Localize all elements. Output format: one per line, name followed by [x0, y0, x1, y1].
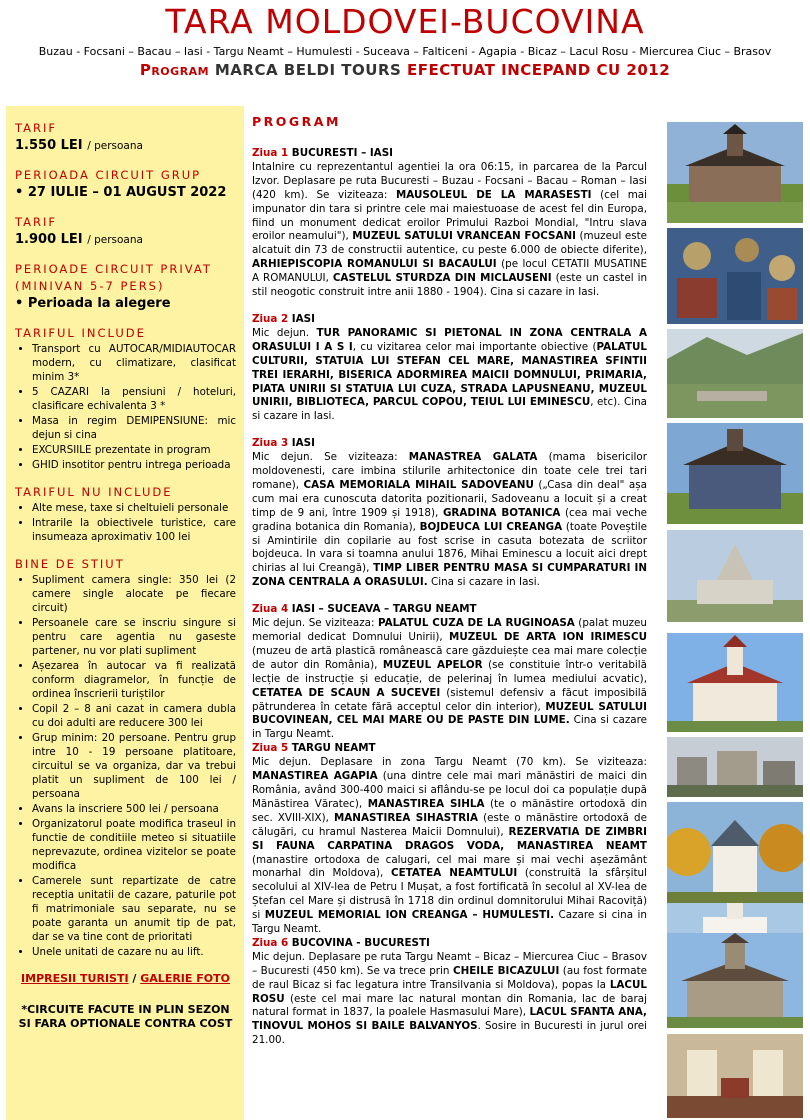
- day-number: Ziua 6: [252, 936, 289, 949]
- include-heading: TARIFUL INCLUDE: [15, 326, 146, 340]
- tarif2-value: [15, 231, 236, 249]
- day-number: Ziua 1: [252, 147, 289, 159]
- body-text: (muzeul este alcatuit din 73 de constructii autentice, cu peste 6.000 de obiecte diferite),: [252, 230, 648, 257]
- list-item: • EXCURSIILE prezentate in program: [32, 443, 236, 457]
- bine-section: [15, 556, 236, 959]
- include-list: [15, 342, 236, 472]
- body-text: (cel mai impunator din tara si printre cele mai maiestuoase de acest fel din Europa, fiind un monument dedicat eroilor Primului Razboi Mondial, "Intru slava eroilor neamului"),: [252, 188, 648, 243]
- page-title: TARA MOLDOVEI-BUCOVINA: [165, 2, 645, 41]
- link-separator: /: [128, 972, 141, 985]
- highlight-text: PALATUL CULTURII, STATUIA LUI STEFAN CEL MARE, MANASTIREA SFINTII TREI IERARHI, BISERICA ADORMIREA MAICII DOMNULUI, PRIMARIA, PIATA UNIRII SI STATUIA LUI CUZA, STRADA LAPUSNEANU, MUZEUL UNIRII, BIBLIOTECA, PARCUL COPOU, TEIUL LUI EMINESCU: [252, 340, 648, 409]
- highlight-text: MAUSOLEUL DE LA MARASESTI: [395, 188, 592, 201]
- day-heading: [252, 742, 647, 756]
- day-heading: [252, 313, 647, 327]
- body-text: (cea mai veche gradina botanica din Romania),: [252, 506, 647, 533]
- body-text: (te o mănăstire ortodoxă din sec. XVIII-XIX),: [252, 797, 647, 824]
- list-item: • Copil 2 – 8 ani cazat in camera dubla cu doi adulti are reducere 300 lei: [32, 702, 236, 730]
- valley-photo: [667, 329, 803, 418]
- day-route: IASI: [288, 312, 315, 325]
- highlight-text: MUZEUL MEMORIAL ION CREANGA – HUMULESTI.: [264, 909, 555, 922]
- day-number: Ziua 4: [252, 603, 289, 616]
- day-paragraph: [252, 313, 647, 424]
- highlight-text: REZERVATIA DE ZIMBRI SI FAUNA CARPATINA DRAGOS VODA, MANASTIREA NEAMT: [252, 825, 647, 852]
- body-text: (construită la sfârșitul secolului al XIV-lea de Petru I Mușat, a fost fortificată în secolul al XV-lea de Ștefan cel Mare și distrusă în 1718 din ordinul domnitorului Mihai Racoviță) si: [252, 867, 647, 922]
- tarif2-price: 1.900 LEI: [15, 232, 83, 247]
- body-text: Mic dejun. Se viziteaza:: [252, 451, 409, 464]
- body-text: (manastire ortodoxa de calugari, cel mai mare și mai vechi așezământ monarhal din Moldova),: [252, 853, 647, 880]
- highlight-text: CASTELUL STURDZA DIN MICLAUSENI: [332, 272, 552, 285]
- day-heading: [252, 147, 647, 161]
- list-item: • Alte mese, taxe si cheltuieli personale: [32, 501, 236, 515]
- stone-church-photo: [667, 933, 803, 1028]
- impresii-link[interactable]: IMPRESII TURISTI: [21, 972, 129, 985]
- highlight-text: MUZEUL DE ARTA ION IRIMESCU: [449, 631, 647, 643]
- highlight-text: PALATUL CUZA DE LA RUGINOASA: [377, 617, 575, 630]
- tarif-price: 1.550 LEI: [15, 138, 83, 153]
- tarif-value: [15, 137, 236, 155]
- bine-list: [15, 573, 236, 959]
- bine-heading: BINE DE STIUT: [15, 557, 125, 571]
- day-route: IASI: [288, 437, 315, 450]
- body-text: (sistemul defensiv a făcut imposibilă pătrunderea în cetate fără acceptul celor din interior),: [252, 686, 647, 713]
- not-include-list: [15, 501, 236, 544]
- body-text: (toate Poveștile si Amintirile din copilarie au fost scrise in casuta botezata de scriitor bojdeuca. In vara si toamna anului 1876, Mihai Eminescu a locuit aici drept chirias al lui Creangă),: [252, 520, 647, 575]
- tarif2-unit: / persoana: [87, 234, 143, 246]
- body-text: (au fost formate de raul Bicaz si fac legatura intre Transilvania si Moldova), popas la: [252, 964, 647, 991]
- highlight-text: CETATEA DE SCAUN A SUCEVEI: [252, 686, 441, 699]
- perioada-section: [15, 167, 236, 202]
- season-note: *CIRCUITE FACUTE IN PLIN SEZON SI FARA OPTIONALE CONTRA COST: [18, 1003, 233, 1030]
- highlight-text: MANASTIREA AGAPIA: [252, 770, 378, 783]
- brand-line: [0, 60, 810, 80]
- highlight-text: MANASTREA GALATA: [408, 451, 538, 464]
- brand-part-2: MARCA BELDI TOURS: [214, 61, 402, 79]
- body-text: Mic dejun. Deplasare pe ruta Targu Neamt – Bicaz – Miercurea Ciuc – Brasov – Bucuresti (450 km). Se va trece prin: [252, 950, 647, 977]
- days-container: [252, 147, 647, 1048]
- body-text: . Sosire in Bucuresti in jurul orei 21.00.: [252, 1020, 647, 1047]
- mausoleum-photo: [667, 530, 803, 622]
- not-include-heading: TARIFUL NU INCLUDE: [15, 485, 173, 499]
- day-heading: [252, 603, 647, 617]
- list-item: • Avans la inscriere 500 lei / persoana: [32, 802, 236, 816]
- highlight-text: CETATEA NEAMTULUI: [391, 867, 518, 880]
- day-paragraph: [252, 437, 647, 590]
- day-heading: [252, 437, 647, 451]
- highlight-text: MANASTIREA SIHLA: [367, 797, 485, 810]
- body-text: , etc). Cina si cazare in Iasi.: [252, 396, 647, 423]
- body-text: (mama bisericilor moldovenesti, care imbina stilurile arhitectonice din toate cele trei tari romane),: [252, 451, 647, 491]
- perioada-value: • 27 IULIE – 01 AUGUST 2022: [15, 185, 227, 200]
- day-paragraph: [252, 603, 647, 742]
- body-text: , cu vizitarea celor mai importante obiective (: [352, 340, 597, 353]
- day-body: [252, 617, 647, 742]
- privat-value: • Perioada la alegere: [15, 296, 171, 311]
- interior-photo: [667, 1034, 803, 1118]
- body-text: Mic dejun. Deplasare in zona Targu Neamt (70 km). Se viziteaza:: [252, 756, 647, 769]
- list-item: • Așezarea în autocar va fi realizată conform diagramelor, în funcție de ordinea înscrierii turiștilor: [32, 659, 236, 701]
- body-text: („Casa din deal" așa cum mai era cunoscuta datorita pozitionarii, Sadoveanu a locuit și a creat timp de 9 ani, între 1909 și 1918),: [252, 478, 647, 519]
- brand-part-3: EFECTUAT INCEPAND CU 2012: [407, 61, 671, 79]
- highlight-text: LACUL ROSU: [252, 978, 647, 1005]
- day-route: BUCURESTI – IASI: [288, 147, 393, 159]
- highlight-text: GRADINA BOTANICA: [442, 506, 561, 519]
- body-text: (este o mănăstire ortodoxă de călugări, cu hramul Nasterea Maicii Domnului),: [252, 811, 647, 838]
- day-body: [252, 451, 647, 590]
- day-number: Ziua 2: [252, 312, 289, 325]
- highlight-text: ARHIEPISCOPIA ROMANULUI SI BACAULUI: [252, 258, 497, 271]
- tarif2-section: [15, 214, 236, 249]
- route-line: Buzau - Focsani – Bacau – Iasi - Targu Neamt – Humulesti - Suceava – Falticeni - Agapia - Bicaz – Lacul Rosu - Miercurea Ciuc – Brasov: [38, 45, 772, 58]
- body-text: (este un castel in stil neogotic construit intre anii 1880 - 1904). Cina si cazare in Iasi.: [252, 272, 648, 299]
- day-paragraph: [252, 147, 647, 300]
- body-text: (una dintre cele mai mari mănăstiri de maici din România, având 300-400 maici si aflându-se pe locul doi ca populație după Mănăstirea Văratec),: [252, 770, 647, 810]
- day-paragraph: [252, 742, 647, 937]
- day-route: TARGU NEAMT: [288, 742, 376, 755]
- tarif-heading: TARIF: [15, 121, 57, 135]
- day-body: [252, 327, 647, 424]
- tarif-section: [15, 120, 236, 155]
- body-text: (muzeu de artă plastică românească care găzduiește cea mai mare colecție de autor din România),: [252, 644, 647, 671]
- body-text: Intalnire cu reprezentantul agentiei la ora 06:15, in parcarea de la Parcul Izvor. Deplasare pe ruta Bucuresti – Buzau - Focsani – Bacau – Roman – Iasi (420 km). Se viziteaza:: [252, 160, 647, 201]
- highlight-text: MUZEUL SATULUI BUCOVINEAN, CEL MAI MARE OU DE PASTE DIN LUME.: [252, 700, 647, 727]
- info-sidebar: [6, 106, 244, 1120]
- body-text: Cina si cazare in Targu Neamt.: [252, 714, 647, 741]
- list-item: • Unele unitati de cazare nu au lift.: [32, 945, 236, 959]
- day-heading: [252, 937, 647, 951]
- list-item: • 5 CAZARI la pensiuni / hoteluri, clasificare echivalenta 3 *: [32, 385, 236, 413]
- list-item: • Intrarile la obiectivele turistice, care insumeaza aproximativ 100 lei: [32, 516, 236, 544]
- day-route: IASI – SUCEAVA – TARGU NEAMT: [288, 603, 477, 616]
- list-item: • GHID insotitor pentru intrega perioada: [32, 458, 236, 472]
- day-route: BUCOVINA - BUCURESTI: [288, 936, 430, 949]
- perioada-heading: PERIOADA CIRCUIT GRUP: [15, 168, 202, 182]
- galerie-link[interactable]: GALERIE FOTO: [140, 972, 230, 985]
- highlight-text: MUZEUL SATULUI VRANCEAN FOCSANI: [352, 230, 576, 243]
- day-body: [252, 161, 647, 300]
- city-view-photo: [667, 737, 803, 797]
- highlight-text: MANASTIREA SIHASTRIA: [334, 811, 479, 824]
- body-text: (se constituie într-o veritabilă lecție de instrucție și educație, de pelerinaj în lumea mediului acvatic),: [252, 658, 648, 685]
- fresco-photo: [667, 228, 803, 324]
- not-include-section: [15, 484, 236, 544]
- list-item: • Transport cu AUTOCAR/MIDIAUTOCAR modern, cu climatizare, clasificat minim 3*: [32, 342, 236, 384]
- tarif2-heading: TARIF: [15, 215, 57, 229]
- brand-part-1: Program: [139, 61, 210, 79]
- highlight-text: CASA MEMORIALA MIHAIL SADOVEANU: [303, 478, 534, 491]
- body-text: Cina si cazare in Iasi.: [427, 576, 540, 589]
- list-item: • Camerele sunt repartizate de catre receptia unitatii de cazare, paturile pot fi matrimoniale sau separate, nu se poate garanta un anumit tip de pat, dar se va tine cont de prioritati: [32, 874, 236, 944]
- highlight-text: LACUL SFANTA ANA, TINOVUL MOHOS SI BAILE BALVANYOS: [252, 1006, 647, 1033]
- highlight-text: CHEILE BICAZULUI: [452, 964, 560, 977]
- list-item: • Masa in regim DEMIPENSIUNE: mic dejun si cina: [32, 414, 236, 442]
- body-text: (este cel mai mare lac natural montan din Romania, lac de baraj natural format in 1837, la poalele Hasmasului Mare),: [252, 992, 647, 1019]
- painted-monastery-photo: [667, 423, 803, 524]
- church-photo: [667, 633, 803, 732]
- body-text: Mic dejun.: [252, 326, 317, 339]
- highlight-text: TUR PANORAMIC SI PIETONAL IN ZONA CENTRALA A ORASULUI I A S I: [252, 326, 648, 353]
- autumn-monastery-photo: [667, 802, 803, 903]
- day-body: [252, 951, 647, 1048]
- list-item: • Supliment camera single: 350 lei (2 camere single alocate pe fiecare circuit): [32, 573, 236, 615]
- program-heading: PROGRAM: [252, 114, 341, 129]
- day-body: [252, 756, 647, 937]
- highlight-text: BOJDEUCA LUI CREANGA: [419, 520, 563, 533]
- tarif-unit: / persoana: [87, 140, 143, 152]
- privat-section: [15, 261, 236, 313]
- program-section: [252, 113, 647, 1061]
- day-number: Ziua 5: [252, 742, 289, 755]
- day-number: Ziua 3: [252, 437, 289, 450]
- body-text: Mic dejun. Se viziteaza:: [252, 617, 378, 630]
- day-paragraph: [252, 937, 647, 1048]
- list-item: • Persoanele care se inscriu singure si pentru care agentia nu gaseste partener, nu vor plati supliment: [32, 616, 236, 658]
- body-text: (palat muzeu memorial dedicat Domnului Unirii),: [252, 617, 647, 643]
- list-item: • Grup minim: 20 persoane. Pentru grup intre 10 - 19 persoane platitoare, circuitul se va organiza, dar va trebui platit un supliment de 100 lei / persoana: [32, 731, 236, 801]
- highlight-text: MUZEUL APELOR: [382, 658, 483, 671]
- monastery-photo: [667, 122, 803, 223]
- body-text: (pe locul CETATII MUSATINE A ROMANULUI,: [252, 258, 647, 285]
- privat-heading: PERIOADE CIRCUIT PRIVAT (MINIVAN 5-7 PERS): [15, 262, 212, 293]
- highlight-text: TIMP LIBER PENTRU MASA SI CUMPARATURI IN ZONA CENTRALA A ORASULUI.: [252, 562, 647, 589]
- body-text: Cazare si cina in Targu Neamt.: [252, 909, 647, 936]
- links-row: [15, 971, 236, 987]
- include-section: [15, 325, 236, 472]
- list-item: • Organizatorul poate modifica traseul in functie de conditiile meteo si situatiile neprevazute, ordinea vizitelor se poate modifica: [32, 817, 236, 873]
